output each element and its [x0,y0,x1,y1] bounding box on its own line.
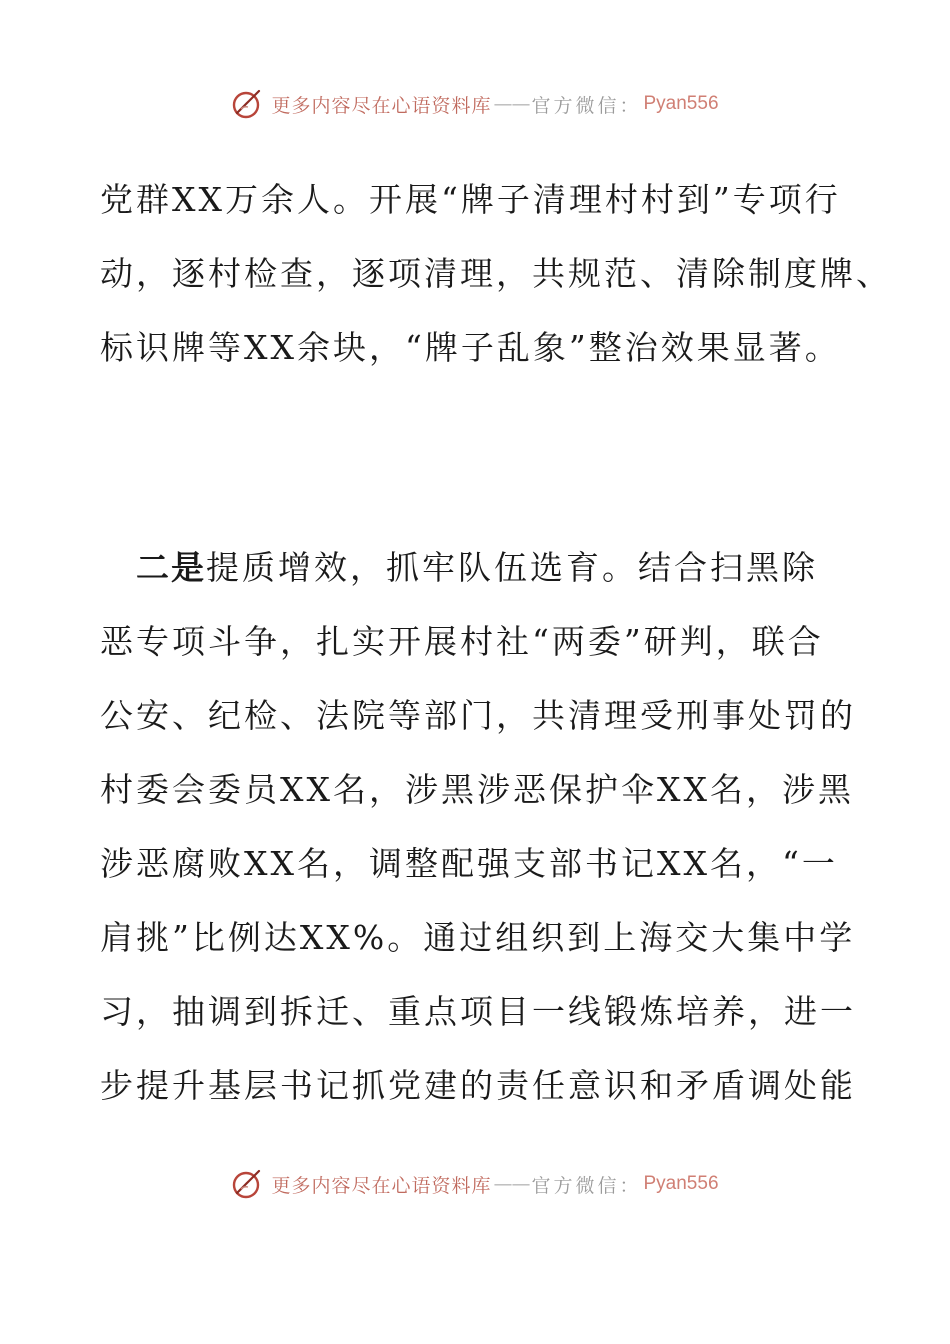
banner-brand-text: 更多内容尽在心语资料库 [271,1174,492,1197]
banner-wechat-id: Pyan556 [643,1173,719,1194]
header-watermark-banner [0,84,950,124]
banner-dash: —— [493,93,530,115]
paragraph-line: 村委会委员XX名，涉黑涉恶保护伞XX名，涉黑 [100,770,854,809]
paragraph-second-point [100,531,860,1123]
quill-logo-icon [231,1167,265,1201]
paragraph-lead-bold: 二是 [136,548,206,587]
banner-dash: —— [493,1173,530,1195]
paragraph-line: 动，逐村检查，逐项清理，共规范、清除制度牌、 [100,254,892,293]
banner-wechat-label: 官方微信： [531,94,642,117]
banner-wechat-label: 官方微信： [531,1174,642,1197]
paragraph-line: 公安、纪检、法院等部门，共清理受刑事处罚的 [100,696,856,735]
paragraph-line: 肩挑”比例达XX%。通过组织到上海交大集中学 [100,918,856,957]
paragraph-first-line [100,531,860,605]
paragraph-continuation [100,163,892,385]
paragraph-line: 恶专项斗争，扎实开展村社“两委”研判，联合 [100,622,824,661]
banner-wechat-id: Pyan556 [643,93,719,114]
paragraph-line: 党群XX万余人。开展“牌子清理村村到”专项行 [100,180,841,219]
paragraph-line: 涉恶腐败XX名，调整配强支部书记XX名，“一 [100,844,838,883]
quill-logo-icon [231,87,265,121]
banner-brand-text: 更多内容尽在心语资料库 [271,94,492,117]
paragraph-line: 标识牌等XX余块，“牌子乱象”整治效果显著。 [100,328,841,367]
paragraph-line: 习，抽调到拆迁、重点项目一线锻炼培养，进一 [100,992,856,1031]
footer-watermark-banner [0,1164,950,1204]
paragraph-line: 步提升基层书记抓党建的责任意识和矛盾调处能 [100,1066,856,1105]
paragraph-line-text: 提质增效，抓牢队伍选育。结合扫黑除 [206,548,818,587]
